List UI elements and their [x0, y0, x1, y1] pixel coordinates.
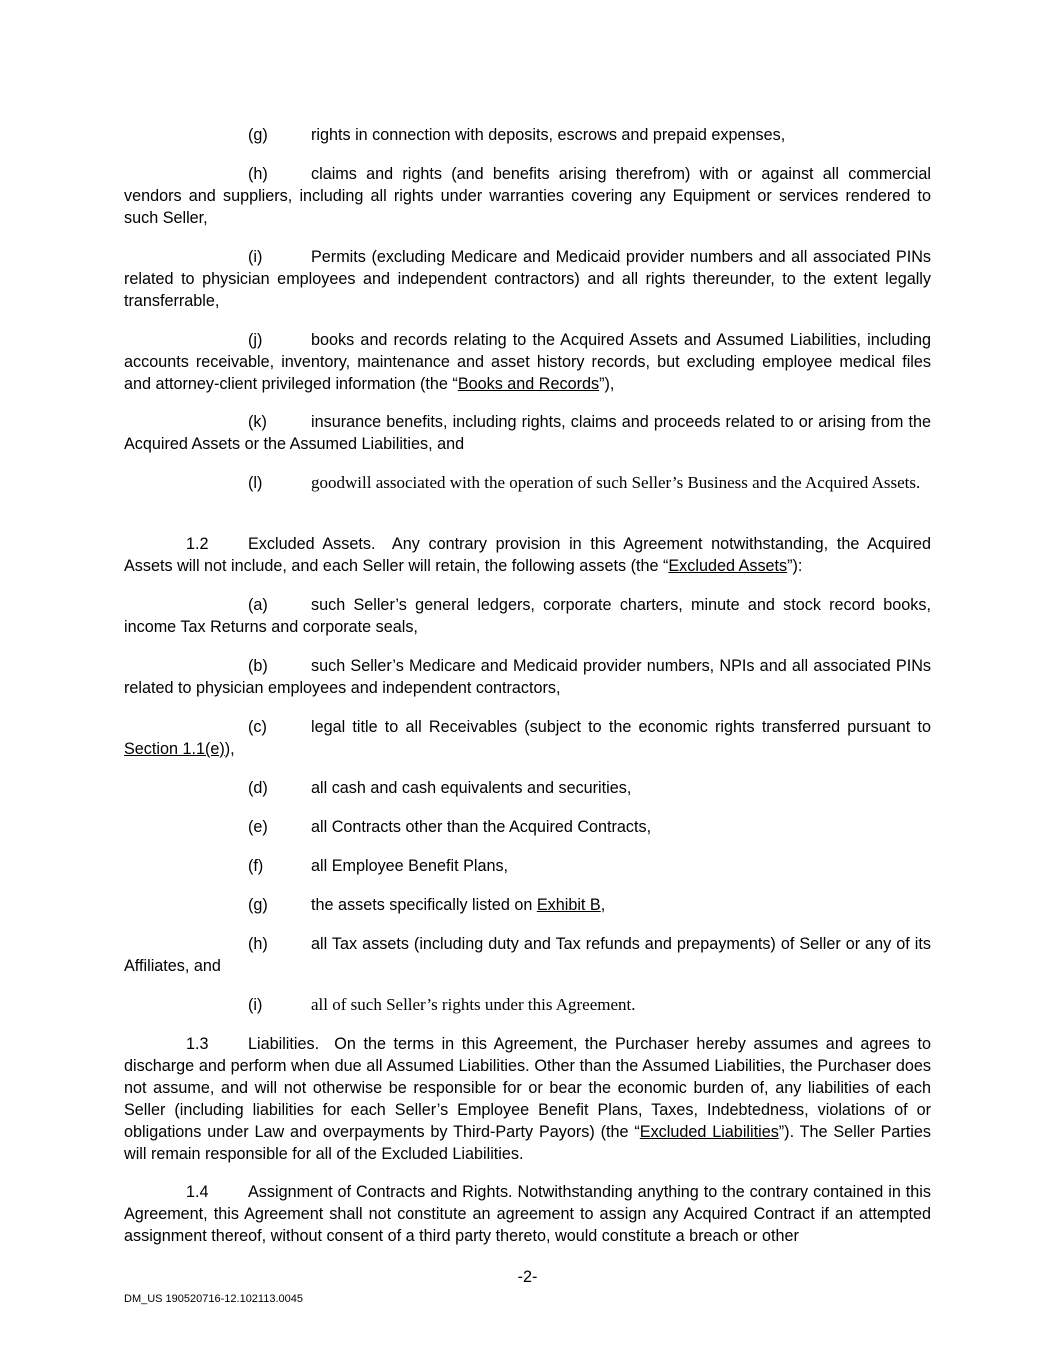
item-label: (g): [248, 126, 268, 144]
defined-term: Excluded Liabilities: [639, 1123, 779, 1141]
list-item: [124, 124, 931, 146]
item-text: such Seller’s Medicare and Medicaid provider numbers, NPIs and all associated PINs related to physician employees and independent contractors,: [124, 657, 931, 697]
list-item: [124, 472, 931, 494]
item-label: (d): [248, 779, 268, 797]
list-item: [124, 777, 931, 799]
item-text: the assets specifically listed on: [311, 896, 537, 914]
list-item: [124, 894, 931, 916]
item-label: (h): [248, 935, 268, 953]
section-1-4: [124, 1181, 931, 1247]
item-text: all of such Seller’s rights under this Agreement.: [311, 995, 636, 1014]
list-item: [124, 855, 931, 877]
item-text: legal title to all Receivables (subject to the economic rights transferred pursuant to: [311, 718, 931, 736]
section-text: ”). The Seller Parties will remain responsible for all of the Excluded Liabilities.: [124, 1123, 931, 1163]
cross-reference: Section 1.1(e): [124, 740, 225, 758]
list-item: [124, 246, 931, 312]
page-number: -2-: [517, 1268, 538, 1286]
item-text: ,: [600, 896, 606, 914]
item-label: (f): [248, 857, 264, 875]
cross-reference: Exhibit B: [536, 896, 601, 914]
list-item: [124, 594, 931, 638]
list-item: [124, 163, 931, 229]
item-text: all Contracts other than the Acquired Contracts,: [311, 818, 652, 836]
item-label: (j): [248, 331, 263, 349]
item-text: ),: [224, 740, 235, 758]
item-text: Permits (excluding Medicare and Medicaid provider numbers and all associated PINs related to physician employees and independent contractors) and all rights thereunder, to the extent legally transferrable,: [124, 248, 931, 310]
defined-term: Excluded Assets: [668, 557, 788, 575]
item-label: (c): [248, 718, 267, 736]
item-text: insurance benefits, including rights, claims and proceeds related to or arising from the Acquired Assets or the Assumed Liabilities, and: [124, 413, 931, 453]
item-label: (e): [248, 818, 268, 836]
list-item: [124, 716, 931, 760]
section-number: 1.4: [186, 1183, 209, 1201]
item-label: (b): [248, 657, 268, 675]
section-1-3: [124, 1033, 931, 1165]
list-item: [124, 411, 931, 455]
item-text: goodwill associated with the operation of such Seller’s Business and the Acquired Assets.: [311, 473, 921, 492]
section-number: 1.3: [186, 1035, 209, 1053]
section-text: Notwithstanding anything to the contrary contained in this Agreement, this Agreement shall not constitute an agreement to assign any Acquired Contract if an attempted assignment thereof, without consent of a third party thereto, would constitute a breach or other: [124, 1183, 931, 1245]
item-text: books and records relating to the Acquired Assets and Assumed Liabilities, including accounts receivable, inventory, maintenance and asset history records, but excluding employee medical files and attorney-client privileged information (the “: [124, 331, 931, 393]
item-label: (g): [248, 896, 268, 914]
item-label: (h): [248, 165, 268, 183]
item-label: (k): [248, 413, 267, 431]
defined-term: Books and Records: [457, 375, 600, 393]
item-label: (l): [248, 474, 263, 492]
item-text: such Seller’s general ledgers, corporate charters, minute and stock record books, income Tax Returns and corporate seals,: [124, 596, 931, 636]
section-text: Any contrary provision in this Agreement notwithstanding, the Acquired Assets will not include, and each Seller will retain, the following assets (the “: [124, 535, 931, 575]
list-item: [124, 994, 931, 1016]
item-text: all Employee Benefit Plans,: [311, 857, 509, 875]
item-text: rights in connection with deposits, escrows and prepaid expenses,: [311, 126, 786, 144]
list-item: [124, 933, 931, 977]
item-text: claims and rights (and benefits arising therefrom) with or against all commercial vendors and suppliers, including all rights under warranties covering any Equipment or services rendered to such Seller,: [124, 165, 931, 227]
section-1-2: [124, 533, 931, 577]
section-number: 1.2: [186, 535, 209, 553]
section-text: On the terms in this Agreement, the Purchaser hereby assumes and agrees to discharge and perform when due all Assumed Liabilities. Other than the Assumed Liabilities, the Purchaser does not assume, and will not otherwise be responsible for or bear the economic burden of, any liabilities of each Seller (including liabilities for each Seller’s Employee Benefit Plans, Taxes, Indebtedness, violations of or obligations under Law and overpayments by Third-Party Payors) (the “: [124, 1035, 931, 1141]
item-label: (i): [248, 996, 263, 1014]
section-heading: Assignment of Contracts and Rights.: [248, 1183, 513, 1201]
list-item: [124, 329, 931, 395]
section-text: ”):: [787, 557, 803, 575]
list-item: [124, 655, 931, 699]
section-heading: Excluded Assets.: [248, 535, 376, 553]
item-label: (i): [248, 248, 263, 266]
item-text: ”),: [599, 375, 615, 393]
item-text: all Tax assets (including duty and Tax refunds and prepayments) of Seller or any of its Affiliates, and: [124, 935, 931, 975]
list-item: [124, 816, 931, 838]
document-id: DM_US 190520716-12.102113.0045: [124, 1293, 303, 1305]
item-label: (a): [248, 596, 268, 614]
section-heading: Liabilities.: [248, 1035, 320, 1053]
item-text: all cash and cash equivalents and securities,: [311, 779, 632, 797]
